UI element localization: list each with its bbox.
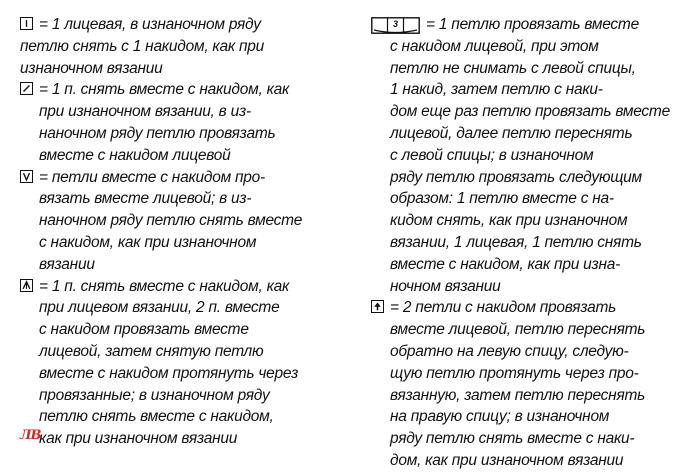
legend-entry-pass-over [371,297,693,471]
legend-text-line: 1 накид, затем петлю с наки- [390,81,603,99]
legend-text-line: = петли вместе с накидом про- [39,168,265,186]
legend-text-line: обратно на левую спицу, следую- [390,342,629,360]
publisher-logo: ЛВ [20,428,41,443]
legend-text-line: вязании [39,255,95,273]
legend-entry-slip [20,79,345,166]
legend-text-line: с левой спицы; в изнаночном [390,146,594,164]
legend-text-line: петлю не снимать с левой спицы, [390,59,636,77]
legend-text-line: лицевой, далее петлю переснять [390,124,633,142]
legend-text-line: ряду петлю снять вместе с наки- [390,430,635,448]
legend-text-line: вязанную, затем петлю переснять [390,386,646,404]
vertical-bar-icon [20,17,33,30]
three-stitch-count-label: 3 [392,19,399,29]
legend-text-line: вместе лицевой, петлю переснять [390,321,646,339]
legend-text-line: = 1 п. снять вместе с накидом, как [39,277,290,295]
legend-text-line: как при изнаночном вязании [39,430,238,448]
legend-text-line: петлю снять с 1 накидом, как при [20,37,265,55]
legend-text-line: вязании, 1 лицевая, 1 петлю снять [390,233,642,251]
legend-text-line: при изнаночном вязании, в из- [39,103,251,121]
legend-text-line: = 1 п. снять вместе с накидом, как [39,81,290,99]
legend-entry-k2tog [20,167,345,276]
legend-text-line: вместе с накидом лицевой [39,146,231,164]
legend-text-line: дом, как при изнаночном вязании [390,451,624,469]
legend-text-line: наночном ряду петлю провязать [39,124,276,142]
legend-text-line: петлю снять вместе с накидом, [39,408,274,426]
legend-right-column [371,14,693,472]
v-shape-icon [20,170,33,183]
legend-text-line: вязать вместе лицевой; в из- [39,190,252,208]
legend-text-line: вместе с накидом протянуть через [39,364,299,382]
legend-text-line: ряду петлю провязать следующим [390,168,642,186]
inverted-v-icon [20,279,33,292]
legend-text-line: при лицевом вязании, 2 п. вместе [39,299,280,317]
legend-text-line: вместе с накидом, как при изна- [390,255,621,273]
legend-entry-sk2p [20,276,345,450]
legend-text-line: кидом снять, как при изнаночном [390,212,628,230]
three-stitch-bracket-icon [371,17,420,34]
legend-text-line: ночном вязании [390,277,501,295]
up-arrow-icon [371,300,384,313]
legend-text-line: щую петлю протянуть через про- [390,364,639,382]
legend-text-line: на правую спицу; в изнаночном [390,408,610,426]
legend-left-column [20,14,345,450]
legend-text-line: лицевой, затем снятую петлю [39,342,264,360]
legend-text-line: провязанные; в изнаночном ряду [39,386,270,404]
legend-text-line: = 1 лицевая, в изнаночном ряду [39,16,261,33]
legend-text-line: с накидом, как при изнаночном [39,233,257,251]
legend-text-line: дом еще раз петлю провязать вместе [390,103,670,121]
legend-entry-knit [20,14,345,79]
legend-text-line: = 2 петли с накидом провязать [390,299,617,317]
diagonal-slash-icon [20,82,33,95]
legend-text-line: с накидом лицевой, при этом [390,37,599,55]
legend-text-line: с накидом провязать вместе [39,321,249,339]
legend-text-line: = 1 петлю провязать вместе [426,16,639,33]
legend-text-line: наночном ряду петлю снять вместе [39,212,303,230]
legend-text-line: образом: 1 петлю вместе с на- [390,190,614,208]
legend-entry-three-stitch [371,14,693,297]
legend-text-line: изнаночном вязании [20,59,163,77]
